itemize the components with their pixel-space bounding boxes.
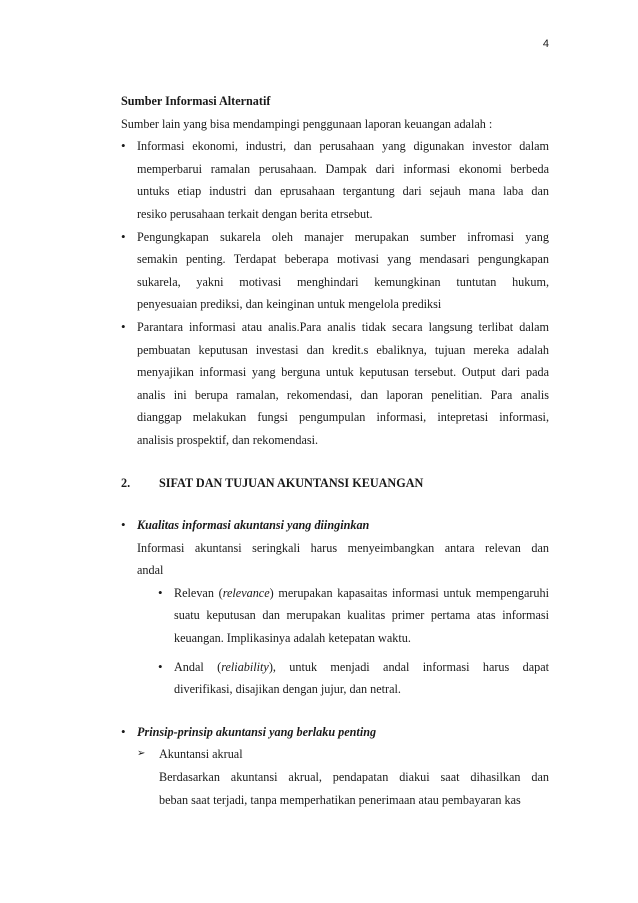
text-line: untuks etiap industri dan eprusahaan tergantung dari sejauh mana laba dan <box>137 184 549 199</box>
text-line: analis ini berupa ramalan, rekomendasi, dan laporan penelitian. Para analis <box>137 387 549 402</box>
section-number: 2. <box>121 475 131 490</box>
sublist-item-relevance: • Relevan (relevance) merupakan kapasaitas informasi untuk mempengaruhi suatu keputusan dan merupakan kualitas primer pertama atas informasi keuangan. Implikasinya adalah ketepatan waktu. <box>153 582 549 650</box>
term: Andal <box>174 659 204 674</box>
accrual-label: Akuntansi akrual <box>159 747 243 762</box>
list-item-quality <box>121 514 549 701</box>
arrow-item-accrual <box>121 743 549 766</box>
text-line: Informasi akuntansi seringkali harus menyeimbangkan antara relevan dan <box>137 540 549 555</box>
arrow-bullet-icon: ➢ <box>137 748 146 760</box>
accrual-body <box>121 766 549 811</box>
section-title-text: SIFAT DAN TUJUAN AKUNTANSI KEUANGAN <box>159 475 424 490</box>
section-2-list <box>121 514 549 743</box>
text-line: dianggap melakukan fungsi pengumpulan informasi, intepretasi informasi, <box>137 410 549 425</box>
text-line: pembuatan keputusan investasi dan kredit.s ebaliknya, tujuan mereka adalah <box>137 342 549 357</box>
quality-title: Kualitas informasi akuntansi yang diinginkan <box>137 518 370 533</box>
text-line: • Informasi ekonomi, industri, dan perusahaan yang digunakan investor dalam <box>137 139 549 154</box>
term-english: reliability <box>221 659 269 674</box>
text-line: sukarela, yakni motivasi menghindari kemungkinan tuntutan hukum, <box>137 274 549 289</box>
text-line: Berdasarkan akuntansi akrual, pendapatan diakui saat dihasilkan dan <box>159 770 549 785</box>
list-item <box>121 316 549 452</box>
text-line: resiko perusahaan terkait dengan berita etrsebut. <box>137 206 373 221</box>
list-item <box>121 226 549 316</box>
text-line: keuangan. Implikasinya adalah ketepatan waktu. <box>174 631 411 646</box>
text-line: penyesuaian prediksi, dan keinginan untuk mengelola prediksi <box>137 297 442 312</box>
alternative-info-list <box>121 135 549 451</box>
sublist-item-reliability: • Andal (reliability), untuk menjadi andal informasi harus dapat diverifikasi, disajikan dengan jujur, dan netral. <box>153 656 549 701</box>
page-number: 4 <box>542 38 549 50</box>
term-english: relevance <box>222 585 270 600</box>
list-item <box>121 135 549 225</box>
document-body <box>121 90 549 811</box>
text-line: andal <box>137 563 164 578</box>
section-2-title <box>121 472 549 495</box>
text-line: • Pengungkapan sukarela oleh manajer merupakan sumber infromasi yang <box>137 229 549 244</box>
principles-title: Prinsip-prinsip akuntansi yang berlaku penting <box>137 724 377 739</box>
text-line: suatu keputusan dan merupakan kualitas primer pertama atas informasi <box>174 608 549 623</box>
text-line: beban saat terjadi, tanpa memperhatikan penerimaan atau pembayaran kas <box>159 792 521 807</box>
list-item-principles <box>121 721 549 744</box>
quality-sublist <box>137 582 549 701</box>
text-line: • Parantara informasi atau analis.Para analis tidak secara langsung terlibat dalam <box>137 319 549 334</box>
text-line: menyajikan informasi yang berguna untuk keputusan tersebut. Output dari pada <box>137 365 549 380</box>
text-line: diverifikasi, disajikan dengan jujur, dan netral. <box>174 682 401 697</box>
text-line: semakin penting. Terdapat beberapa motivasi yang mendasari pengungkapan <box>137 252 549 267</box>
text-line: memperbarui ramalan perusahaan. Dampak dari informasi ekonomi berbeda <box>137 161 549 176</box>
section-heading-alternative-info: Sumber Informasi Alternatif <box>121 94 271 108</box>
text-line: , untuk menjadi andal informasi harus dapat <box>272 659 549 674</box>
term: Relevan <box>174 585 214 600</box>
text-line: merupakan kapasaitas informasi untuk mempengaruhi <box>278 585 549 600</box>
text-line: analisis prospektif, dan rekomendasi. <box>137 432 319 447</box>
intro-paragraph: Sumber lain yang bisa mendampingi penggunaan laporan keuangan adalah : <box>121 116 493 131</box>
